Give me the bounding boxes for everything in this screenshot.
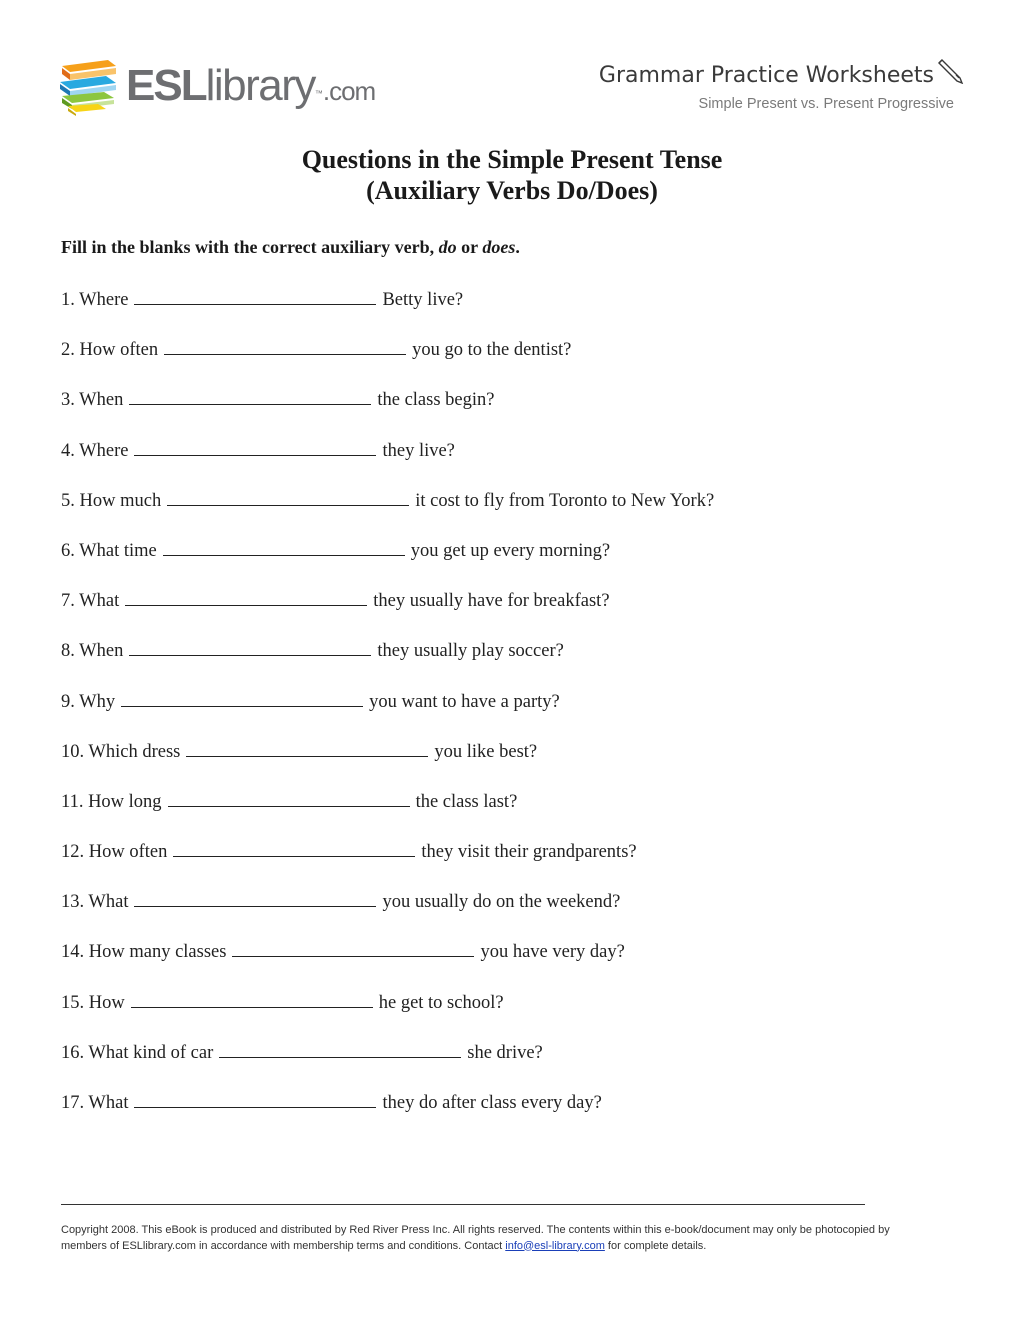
answer-blank[interactable] — [168, 788, 410, 807]
question-item — [61, 336, 714, 386]
books-logo-icon — [58, 56, 120, 116]
question-rest: you usually do on the weekend? — [382, 892, 621, 913]
answer-blank[interactable] — [232, 938, 474, 957]
question-rest: you get up every morning? — [410, 540, 611, 561]
question-prompt: 7. What — [61, 591, 120, 612]
question-prompt: 17. What — [61, 1093, 129, 1113]
copyright-footer: Copyright 2008. This eBook is produced and distributed by Red River Press Inc. All rights reserved. The contents within this e-book/document may only be photocopied by members of ESLlibrary.com in accordance with membership terms and conditions. Contact info@esl-library.com for complete details. — [61, 1224, 890, 1252]
question-prompt: 2. How often — [61, 340, 159, 361]
series-title: Grammar Practice Worksheets — [599, 56, 964, 91]
question-rest: they live? — [382, 440, 455, 461]
pencil-icon — [936, 56, 964, 84]
question-prompt: 4. Where — [61, 440, 129, 461]
question-prompt: 15. How — [61, 992, 125, 1013]
title-line-2: (Auxiliary Verbs Do/Does) — [366, 176, 658, 205]
instructions-do: do — [438, 237, 457, 257]
question-item — [61, 888, 714, 938]
question-item — [61, 738, 714, 788]
answer-blank[interactable] — [129, 386, 371, 405]
question-item — [61, 637, 714, 687]
answer-blank[interactable] — [163, 537, 405, 556]
answer-blank[interactable] — [167, 487, 409, 506]
question-rest: they visit their grandparents? — [421, 842, 637, 863]
footer-divider — [61, 1204, 865, 1205]
question-prompt: 9. Why — [61, 691, 116, 712]
answer-blank[interactable] — [129, 637, 371, 656]
series-subtitle: Simple Present vs. Present Progressive — [698, 96, 954, 112]
question-item — [61, 487, 714, 537]
question-rest: the class begin? — [377, 390, 495, 411]
question-item — [61, 286, 714, 336]
question-item — [61, 437, 714, 487]
question-prompt: 5. How much — [61, 490, 162, 511]
question-rest: you have very day? — [480, 942, 625, 963]
answer-blank[interactable] — [121, 688, 363, 707]
question-prompt: 8. When — [61, 641, 124, 662]
answer-blank[interactable] — [219, 1039, 461, 1058]
question-prompt: 12. How often — [61, 842, 168, 863]
answer-blank[interactable] — [134, 437, 376, 456]
question-prompt: 16. What kind of car — [61, 1042, 214, 1063]
esl-library-logo — [58, 56, 378, 118]
question-rest: they usually have for breakfast? — [373, 591, 610, 612]
question-prompt: 14. How many classes — [61, 942, 227, 963]
question-rest: they do after class every day? — [382, 1093, 602, 1113]
question-item — [61, 537, 714, 587]
logo-wordmark: ESLlibrary™.com — [126, 61, 376, 110]
question-item — [61, 386, 714, 436]
answer-blank[interactable] — [186, 738, 428, 757]
question-item — [61, 688, 714, 738]
answer-blank[interactable] — [173, 838, 415, 857]
question-item — [61, 938, 714, 988]
question-rest: she drive? — [467, 1042, 543, 1063]
question-prompt: 10. Which dress — [61, 741, 181, 762]
question-prompt: 1. Where — [61, 290, 129, 310]
question-rest: you go to the dentist? — [412, 340, 572, 361]
question-rest: he get to school? — [378, 992, 504, 1013]
answer-blank[interactable] — [134, 888, 376, 907]
instructions-does: does — [482, 237, 516, 257]
question-prompt: 11. How long — [61, 791, 162, 812]
question-item — [61, 838, 714, 888]
question-rest: Betty live? — [382, 290, 464, 310]
question-item — [61, 1039, 714, 1089]
question-rest: the class last? — [415, 791, 518, 812]
question-rest: you want to have a party? — [369, 691, 560, 712]
title-line-1: Questions in the Simple Present Tense — [301, 145, 723, 174]
answer-blank[interactable] — [164, 336, 406, 355]
contact-email-link[interactable]: info@esl-library.com — [505, 1239, 605, 1252]
question-prompt: 6. What time — [61, 540, 157, 561]
question-item — [61, 1089, 714, 1139]
question-list — [61, 286, 714, 1139]
question-item — [61, 989, 714, 1039]
answer-blank[interactable] — [134, 1089, 376, 1108]
question-prompt: 13. What — [61, 892, 129, 913]
question-item — [61, 587, 714, 637]
answer-blank[interactable] — [134, 286, 376, 305]
question-rest: you like best? — [434, 741, 538, 762]
question-rest: it cost to fly from Toronto to New York? — [415, 490, 715, 511]
instructions: Fill in the blanks with the correct auxiliary verb, do or does. — [61, 237, 520, 257]
question-prompt: 3. When — [61, 390, 124, 411]
answer-blank[interactable] — [131, 989, 373, 1008]
question-rest: they usually play soccer? — [377, 641, 564, 662]
question-item — [61, 788, 714, 838]
worksheet-title — [0, 144, 1024, 206]
worksheet-series-header — [599, 56, 964, 113]
answer-blank[interactable] — [125, 587, 367, 606]
